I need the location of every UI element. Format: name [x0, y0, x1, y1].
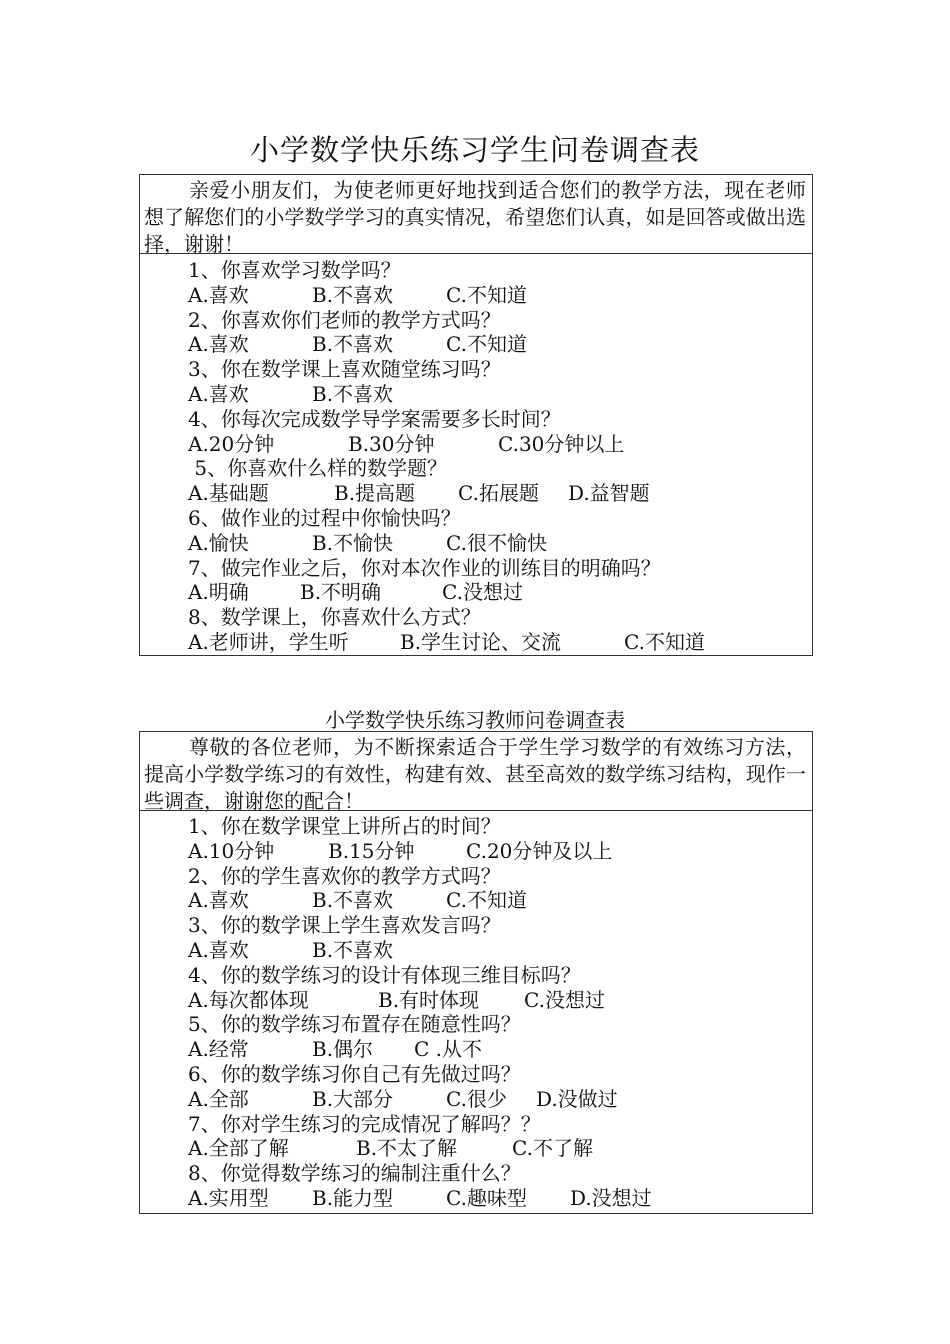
question-text: 8、数学课上，你喜欢什么方式？: [188, 605, 481, 630]
question-options: [188, 1087, 812, 1112]
option-a[interactable]: A.喜欢: [188, 282, 249, 307]
question-options: [188, 839, 812, 864]
question-text: 3、你的数学课上学生喜欢发言吗？: [188, 913, 501, 938]
option-a[interactable]: A.喜欢: [188, 937, 249, 962]
question-text: 6、你的数学练习你自己有先做过吗？: [188, 1061, 521, 1086]
question-options: [188, 580, 812, 605]
question-options: [188, 888, 812, 913]
option-b[interactable]: B.15分钟: [328, 838, 415, 863]
option-a[interactable]: A.20分钟: [188, 431, 275, 456]
option-c[interactable]: C.20分钟及以上: [466, 838, 613, 863]
option-b[interactable]: B.不明确: [300, 580, 382, 605]
option-a[interactable]: A.全部: [188, 1086, 249, 1111]
question-options: [188, 630, 812, 655]
question-text: 3、你在数学课上喜欢随堂练习吗？: [188, 357, 501, 382]
option-c[interactable]: C.很不愉快: [446, 530, 547, 555]
question-text: 6、做作业的过程中你愉快吗？: [188, 505, 461, 530]
teacher-question-list: [140, 814, 812, 1211]
teacher-questions-box: [139, 810, 813, 1214]
student-questions-box: [139, 253, 813, 656]
question-options: [188, 332, 812, 357]
question-options: [188, 382, 812, 407]
option-d[interactable]: D.没想过: [570, 1185, 652, 1210]
option-c[interactable]: C.30分钟以上: [498, 431, 625, 456]
option-b[interactable]: B.有时体现: [378, 987, 480, 1012]
option-b[interactable]: B.不喜欢: [312, 282, 394, 307]
option-a[interactable]: A.实用型: [188, 1185, 269, 1210]
question-options: [188, 1136, 812, 1161]
option-b[interactable]: B.不喜欢: [312, 332, 394, 357]
option-c[interactable]: C.不知道: [446, 888, 527, 913]
option-c[interactable]: C.很少: [446, 1086, 507, 1111]
option-b[interactable]: B.不喜欢: [312, 888, 394, 913]
option-c[interactable]: C.趣味型: [446, 1185, 527, 1210]
question-options: [188, 1186, 812, 1211]
option-c[interactable]: C.不知道: [446, 332, 527, 357]
option-b[interactable]: B.偶尔: [312, 1037, 374, 1062]
option-d[interactable]: D.益智题: [568, 481, 650, 506]
question-options: [188, 481, 812, 506]
question-text: 1、你喜欢学习数学吗？: [188, 258, 401, 282]
option-a[interactable]: A.10分钟: [188, 838, 275, 863]
option-c[interactable]: C.没想过: [442, 580, 523, 605]
teacher-intro-box: [139, 731, 813, 811]
question-text: 2、你的学生喜欢你的教学方式吗？: [188, 863, 501, 888]
question-text: 7、做完作业之后，你对本次作业的训练目的明确吗？: [188, 555, 661, 580]
option-b[interactable]: B.提高题: [334, 481, 416, 506]
option-d[interactable]: D.没做过: [536, 1086, 618, 1111]
student-survey-title: 小学数学快乐练习学生问卷调查表: [249, 133, 700, 167]
question-options: [188, 283, 812, 308]
option-a[interactable]: A.喜欢: [188, 381, 249, 406]
question-text: 4、你每次完成数学导学案需要多长时间？: [188, 406, 561, 431]
option-b[interactable]: B.大部分: [312, 1086, 394, 1111]
question-options: [188, 531, 812, 556]
option-b[interactable]: B.30分钟: [348, 431, 435, 456]
option-a[interactable]: A.喜欢: [188, 332, 249, 357]
question-options: [188, 938, 812, 963]
option-a[interactable]: A.喜欢: [188, 888, 249, 913]
option-a[interactable]: A.全部了解: [188, 1136, 289, 1161]
teacher-survey-title: 小学数学快乐练习教师问卷调查表: [325, 708, 625, 732]
option-c[interactable]: C.拓展题: [458, 481, 539, 506]
option-c[interactable]: C.不知道: [446, 282, 527, 307]
option-b[interactable]: B.不愉快: [312, 530, 394, 555]
option-c[interactable]: C.不知道: [624, 629, 705, 654]
question-text: 5、你的数学练习布置存在随意性吗？: [188, 1012, 521, 1037]
option-c[interactable]: C .从不: [414, 1037, 483, 1062]
question-text: 5、你喜欢什么样的数学题？: [188, 456, 448, 481]
option-c[interactable]: C.没想过: [524, 987, 605, 1012]
question-text: 1、你在数学课堂上讲所占的时间？: [188, 814, 501, 838]
question-text: 2、你喜欢你们老师的教学方式吗？: [188, 307, 501, 332]
option-b[interactable]: B.能力型: [312, 1185, 394, 1210]
option-b[interactable]: B.学生讨论、交流: [400, 629, 562, 654]
teacher-intro-text: 尊敬的各位老师，为不断探索适合于学生学习数学的有效练习方法，提高小学数学练习的有效性，构建有效、甚至高效的数学练习结构，现作一些调查，谢谢您的配合！: [144, 735, 806, 813]
option-b[interactable]: B.不喜欢: [312, 381, 394, 406]
option-a[interactable]: A.老师讲，学生听: [188, 629, 349, 654]
question-text: 7、你对学生练习的完成情况了解吗？？: [188, 1111, 541, 1136]
question-text: 8、你觉得数学练习的编制注重什么？: [188, 1161, 521, 1186]
option-a[interactable]: A.经常: [188, 1037, 249, 1062]
student-intro-text: 亲爱小朋友们，为使老师更好地找到适合您们的教学方法，现在老师想了解您们的小学数学学习的真实情况，希望您们认真，如是回答或做出选择，谢谢！: [144, 178, 806, 256]
question-options: [188, 432, 812, 457]
option-a[interactable]: A.明确: [188, 580, 249, 605]
question-text: 4、你的数学练习的设计有体现三维目标吗？: [188, 962, 581, 987]
option-a[interactable]: A.基础题: [188, 481, 269, 506]
option-b[interactable]: B.不喜欢: [312, 937, 394, 962]
student-intro-box: [139, 174, 813, 254]
option-c[interactable]: C.不了解: [512, 1136, 593, 1161]
option-a[interactable]: A.每次都体现: [188, 987, 309, 1012]
student-question-list: [140, 258, 812, 655]
option-b[interactable]: B.不太了解: [356, 1136, 458, 1161]
option-a[interactable]: A.愉快: [188, 530, 249, 555]
question-options: [188, 1037, 812, 1062]
question-options: [188, 988, 812, 1013]
